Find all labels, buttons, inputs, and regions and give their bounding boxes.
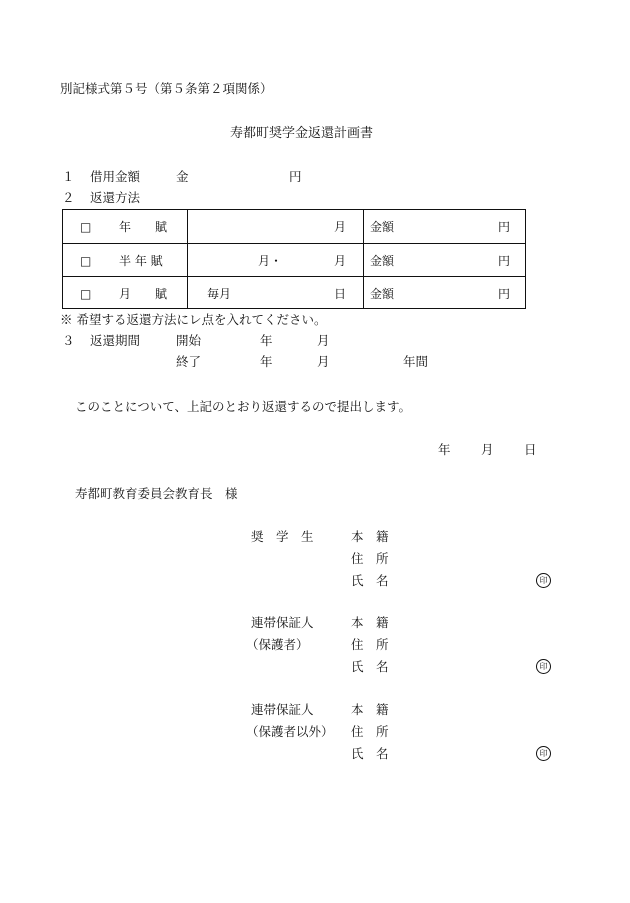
repayment-method-table <box>62 209 526 309</box>
field-domicile: 本 籍 <box>351 529 389 544</box>
item1-number: １ <box>62 169 75 184</box>
date-month: 月 <box>481 442 494 457</box>
item1-unit: 円 <box>289 169 302 184</box>
period-unit: 月 <box>334 254 347 268</box>
amount-label: 金額 <box>370 254 395 268</box>
item2-number: ２ <box>62 190 75 205</box>
period-extra: 毎月 <box>207 287 232 301</box>
seal-mark: 印 <box>536 573 551 588</box>
table-column-divider <box>363 210 364 308</box>
party-title-guarantor: 連帯保証人 <box>251 615 314 630</box>
field-name: 氏 名 <box>351 659 389 674</box>
party-title-student: 奨 学 生 <box>251 529 314 544</box>
table-row-divider <box>63 243 525 244</box>
field-address: 住 所 <box>351 637 389 652</box>
end-label: 終了 <box>176 354 202 369</box>
method-semiannual: 半 年 賦 <box>119 254 163 268</box>
item3-label: 返還期間 <box>90 333 141 348</box>
field-domicile: 本 籍 <box>351 702 389 717</box>
seal-mark: 印 <box>536 746 551 761</box>
checkbox-monthly[interactable]: □ <box>80 287 92 301</box>
field-address: 住 所 <box>351 551 389 566</box>
party-subtitle-non-guardian: （保護者以外） <box>246 724 334 739</box>
period-unit: 日 <box>334 287 347 301</box>
instruction-note: ※ 希望する返還方法にレ点を入れてください。 <box>60 312 327 327</box>
date-year: 年 <box>438 442 451 457</box>
field-name: 氏 名 <box>351 573 389 588</box>
period-extra: 月・ <box>258 254 283 268</box>
submission-statement: このことについて、上記のとおり返還するので提出します。 <box>75 399 412 414</box>
item3-number: ３ <box>62 333 75 348</box>
duration-unit: 年間 <box>403 354 429 369</box>
amount-label: 金額 <box>370 287 395 301</box>
field-domicile: 本 籍 <box>351 615 389 630</box>
field-address: 住 所 <box>351 724 389 739</box>
method-annual: 年 賦 <box>119 220 168 234</box>
form-label: 別記様式第５号（第５条第２項関係） <box>60 81 273 96</box>
table-row-divider <box>63 276 525 277</box>
item1-label: 借用金額 <box>90 169 141 184</box>
item2-label: 返還方法 <box>90 190 141 205</box>
method-monthly: 月 賦 <box>119 287 168 301</box>
amount-label: 金額 <box>370 220 395 234</box>
start-label: 開始 <box>176 333 202 348</box>
date-day: 日 <box>524 442 537 457</box>
party-title-guarantor: 連帯保証人 <box>251 702 314 717</box>
end-month: 月 <box>317 354 330 369</box>
start-year: 年 <box>260 333 273 348</box>
seal-mark: 印 <box>536 659 551 674</box>
party-subtitle-guardian: （保護者） <box>246 637 309 652</box>
amount-unit: 円 <box>498 220 511 234</box>
document-title: 寿都町奨学金返還計画書 <box>230 126 374 141</box>
amount-unit: 円 <box>498 254 511 268</box>
item1-prefix: 金 <box>176 169 189 184</box>
period-unit: 月 <box>334 220 347 234</box>
amount-unit: 円 <box>498 287 511 301</box>
checkbox-annual[interactable]: □ <box>80 220 92 234</box>
start-month: 月 <box>317 333 330 348</box>
addressee: 寿都町教育委員会教育長 様 <box>75 486 238 501</box>
field-name: 氏 名 <box>351 746 389 761</box>
checkbox-semiannual[interactable]: □ <box>80 254 92 268</box>
end-year: 年 <box>260 354 273 369</box>
table-column-divider <box>187 210 188 308</box>
